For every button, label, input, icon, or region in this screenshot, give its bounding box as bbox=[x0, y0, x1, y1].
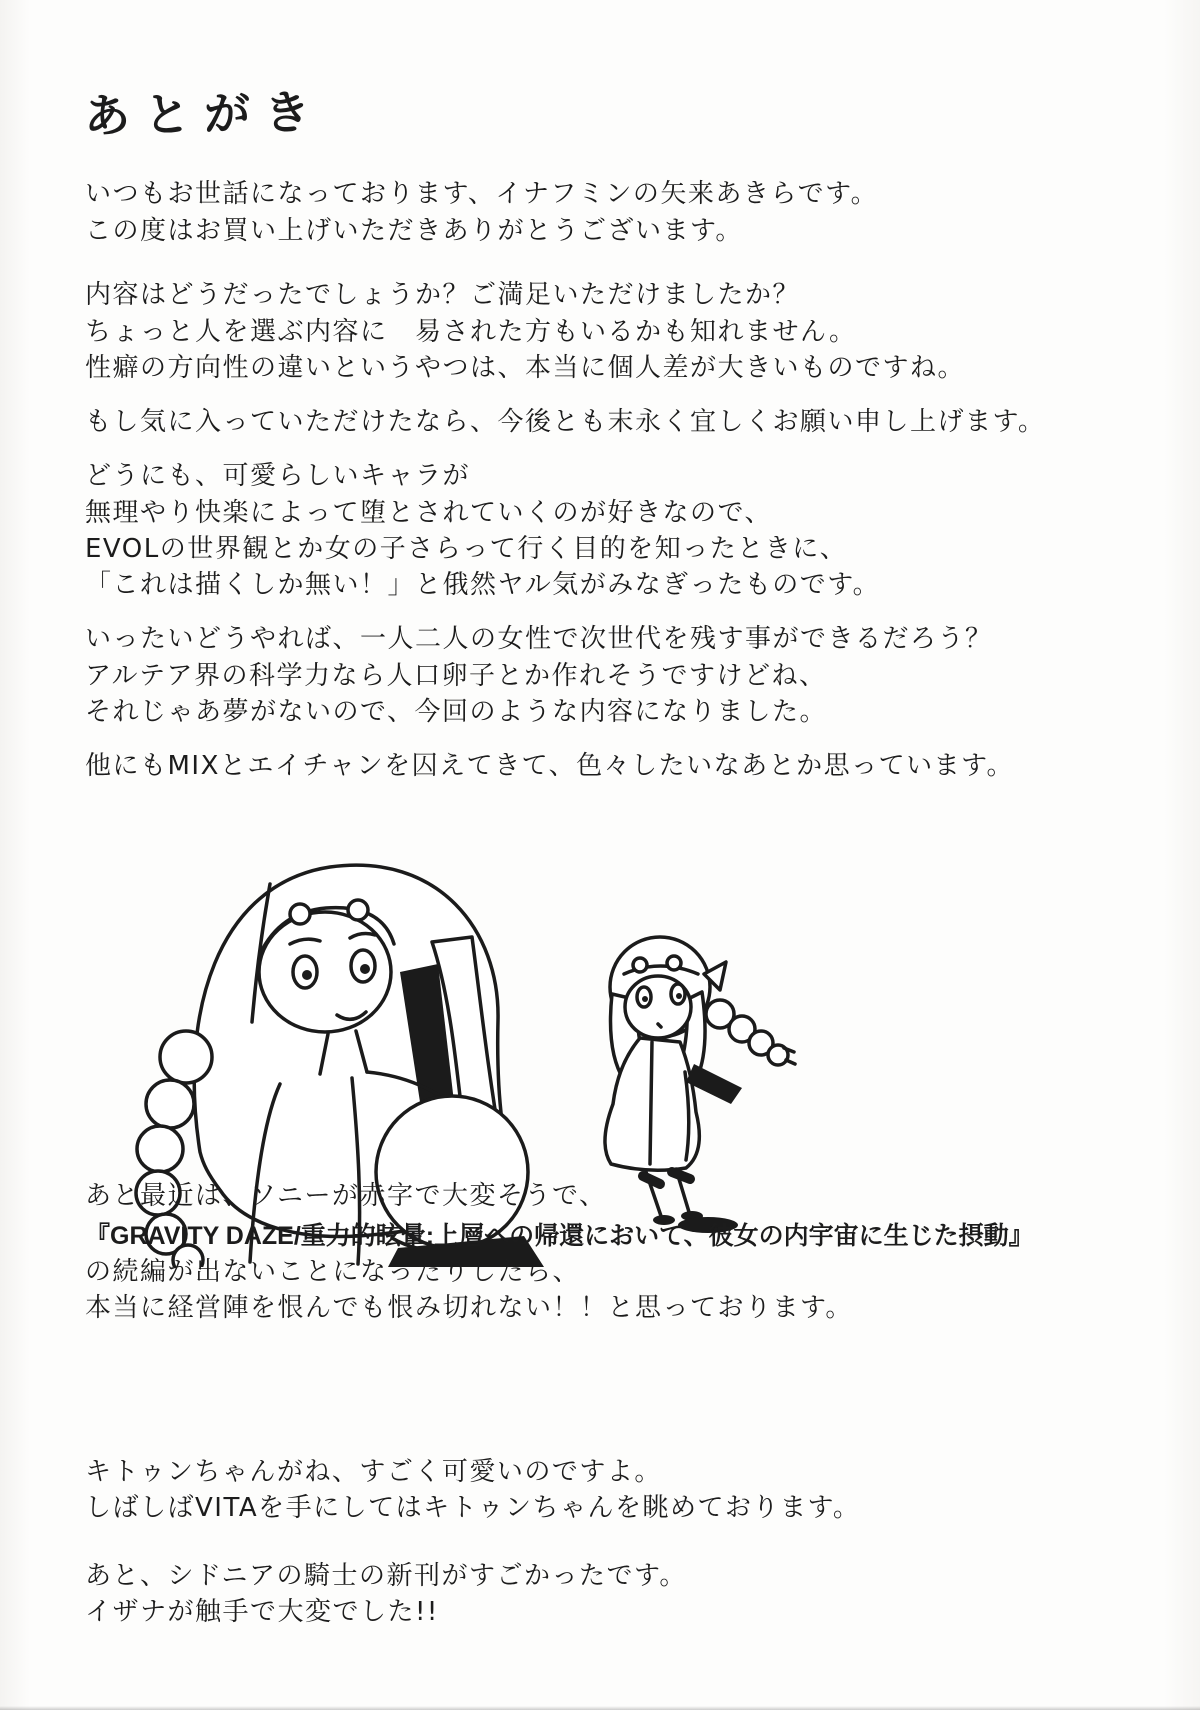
afterword-line: もし気に入っていただけたなら、今後とも末永く宜しくお願い申し上げます。 bbox=[85, 407, 1046, 437]
afterword-line: いったいどうやれば、一人二人の女性で次世代を残す事ができるだろう？ bbox=[85, 624, 993, 654]
afterword-line: あと、シドニアの騎士の新刊がすごかったです。 bbox=[85, 1561, 687, 1591]
afterword-line: イザナが触手で大変でした!! bbox=[85, 1597, 439, 1627]
afterword-line: キトゥンちゃんがね、すごく可愛いのですよ。 bbox=[85, 1457, 662, 1487]
page-title: あとがき bbox=[83, 84, 325, 144]
afterword-line: EVOLの世界観とか女の子さらって行く目的を知ったときに、 bbox=[85, 534, 848, 564]
afterword-line: 本当に経営陣を恨んでも恨み切れない！！と思っております。 bbox=[85, 1293, 853, 1323]
afterword-line: ちょっと人を選ぶ内容に 易された方もいるかも知れません。 bbox=[85, 317, 857, 347]
right-girl bbox=[605, 937, 795, 1233]
afterword-line: アルテア界の科学力なら人口卵子とか作れそうですけどね、 bbox=[85, 661, 827, 691]
afterword-line: この度はお買い上げいただきありがとうございます。 bbox=[85, 216, 743, 246]
afterword-line: の続編が出ないことになったりしたら、 bbox=[85, 1257, 581, 1287]
afterword-line: しばしばVITAを手にしてはキトゥンちゃんを眺めております。 bbox=[85, 1493, 861, 1523]
afterword-line: あと最近は、ソニーが赤字で大変そうで、 bbox=[85, 1181, 607, 1211]
afterword-line-printed-title: 『GRAVITY DAZE/重力的眩暈:上層への帰還において、彼女の内宇宙に生じた摂動』 bbox=[85, 1222, 1034, 1250]
afterword-line: それじゃあ夢がないので、今回のような内容になりました。 bbox=[85, 697, 827, 727]
afterword-line: 無理やり快楽によって堕とされていくのが好きなので、 bbox=[85, 498, 772, 528]
afterword-line: いつもお世話になっております、イナフミンの矢来あきらです。 bbox=[85, 179, 879, 209]
afterword-line: 他にもMIXとエイチャンを囚えてきて、色々したいなあとか思っています。 bbox=[85, 751, 1015, 781]
afterword-line: 性癖の方向性の違いというやつは、本当に個人差が大きいものですね。 bbox=[85, 353, 966, 383]
afterword-line: どうにも、可愛らしいキャラが bbox=[85, 461, 471, 491]
afterword-line: 「これは描くしか無い！」と俄然ヤル気がみなぎったものです。 bbox=[85, 570, 881, 600]
afterword-line: 内容はどうだったでしょうか？ご満足いただけましたか？ bbox=[85, 280, 801, 310]
